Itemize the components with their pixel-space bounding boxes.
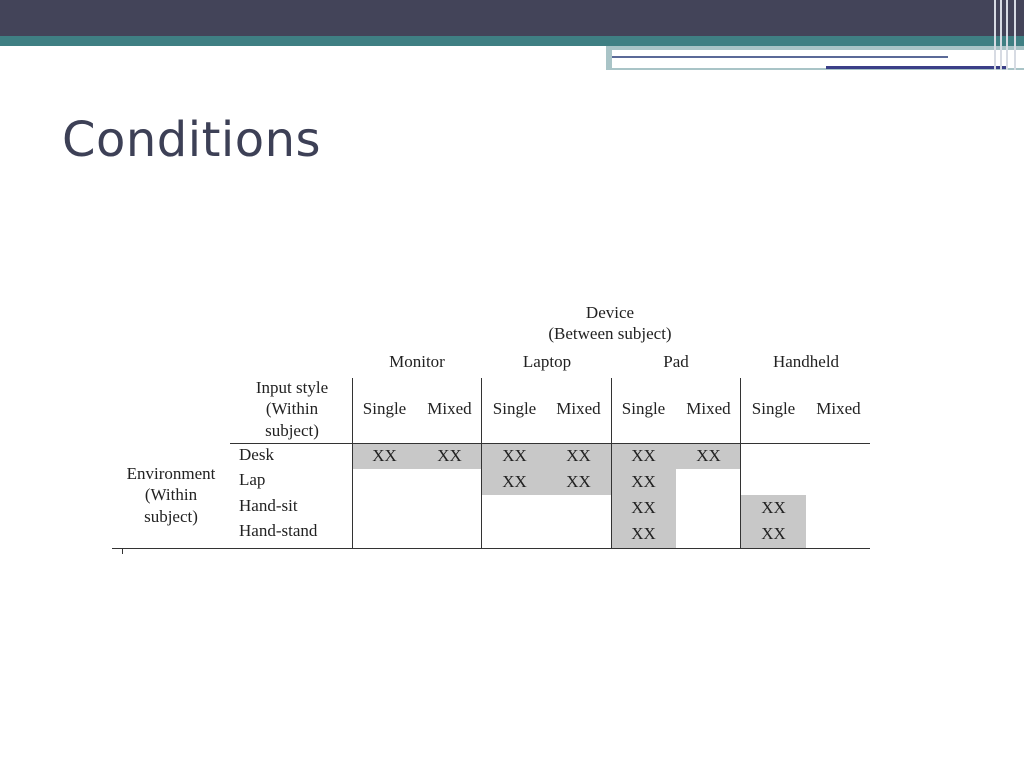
style-mixed: Mixed (686, 399, 731, 418)
device-pad: Pad (663, 352, 689, 371)
cell-desk-pad-single: XX (631, 446, 656, 465)
divider-before-handheld (740, 378, 741, 549)
input-style-label-1: Input style (255, 378, 329, 397)
cell-lap-laptop-mixed: XX (566, 472, 591, 491)
style-single: Single (751, 399, 796, 418)
env-lap: Lap (239, 470, 266, 489)
header-rule-accent (826, 66, 1006, 69)
cell-handsit-pad-single: XX (631, 498, 656, 517)
cell-desk-pad-mixed: XX (696, 446, 721, 465)
cell-desk-laptop-single: XX (502, 446, 527, 465)
device-handheld: Handheld (772, 352, 840, 371)
cell-handstand-handheld-single: XX (761, 524, 786, 543)
env-hand-sit: Hand-sit (239, 496, 298, 515)
environment-label-3: subject) (144, 507, 198, 526)
device-header: Device (585, 303, 635, 322)
header-dark-band (0, 0, 1024, 36)
style-mixed: Mixed (427, 399, 472, 418)
header-bottom-rule (230, 443, 870, 444)
cell-desk-monitor-single: XX (372, 446, 397, 465)
header-rule (612, 56, 948, 58)
divider-before-laptop (481, 378, 482, 549)
header-teal-band (0, 36, 1024, 46)
style-single: Single (492, 399, 537, 418)
device-subheader: (Between subject) (548, 324, 672, 343)
input-style-label-2: (Within (265, 399, 319, 418)
env-desk: Desk (239, 445, 274, 464)
cell-desk-monitor-mixed: XX (437, 446, 462, 465)
style-single: Single (621, 399, 666, 418)
left-tick (122, 548, 123, 554)
device-laptop: Laptop (522, 352, 572, 371)
env-hand-stand: Hand-stand (239, 521, 318, 540)
environment-label-1: Environment (126, 464, 216, 483)
slide-title: Conditions (62, 112, 322, 168)
cell-handsit-handheld-single: XX (761, 498, 786, 517)
divider-before-pad (611, 378, 612, 549)
style-mixed: Mixed (556, 399, 601, 418)
input-style-label-3: subject) (265, 421, 319, 440)
style-single: Single (362, 399, 407, 418)
style-mixed: Mixed (816, 399, 861, 418)
device-monitor: Monitor (389, 352, 445, 371)
cell-lap-laptop-single: XX (502, 472, 527, 491)
table-bottom-rule (112, 548, 870, 549)
cell-lap-pad-single: XX (631, 472, 656, 491)
environment-label-2: (Within (144, 485, 198, 504)
cell-desk-laptop-mixed: XX (566, 446, 591, 465)
header-vertical-bars (990, 0, 1024, 70)
cell-handstand-pad-single: XX (631, 524, 656, 543)
conditions-table (112, 300, 882, 560)
divider-before-monitor (352, 378, 353, 549)
